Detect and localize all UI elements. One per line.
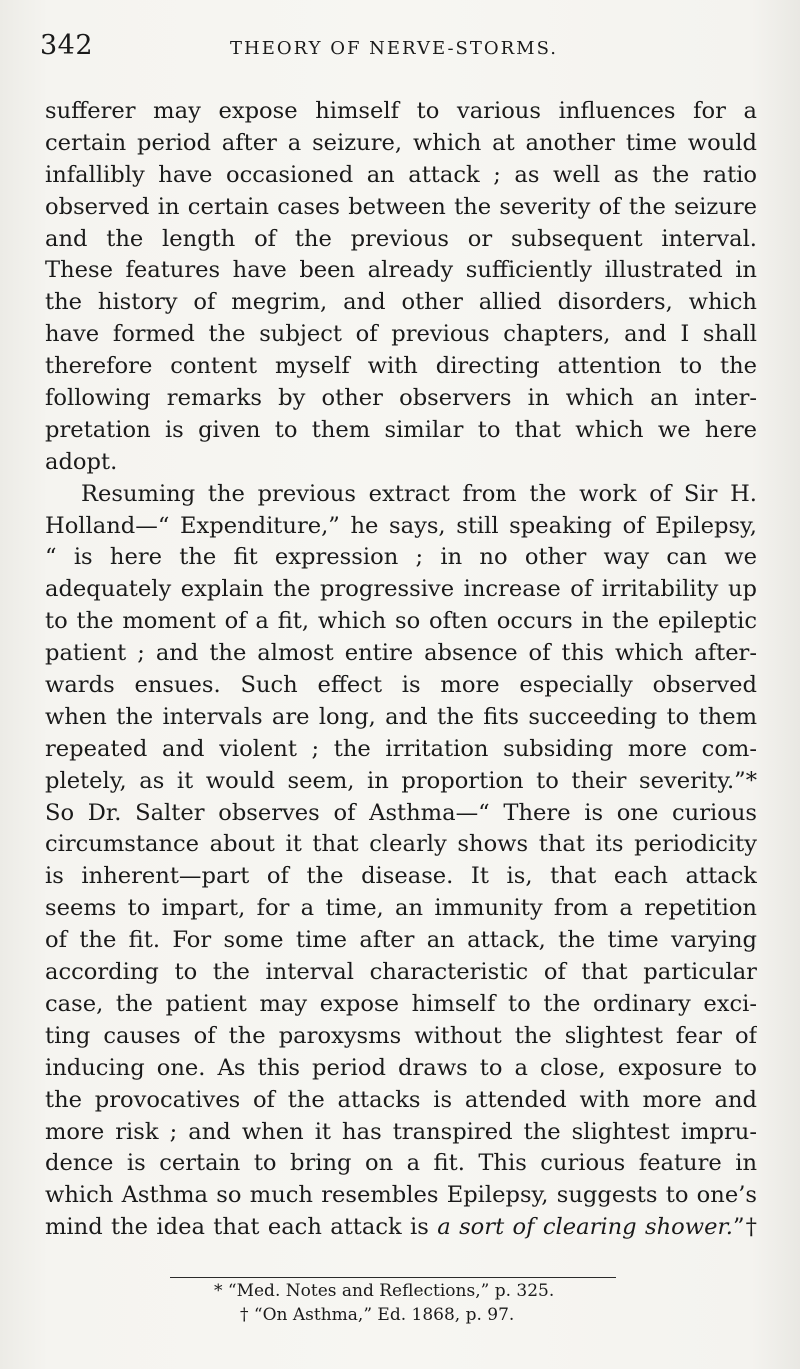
footnote-rule xyxy=(170,1277,616,1278)
text-line: observed in certain cases between the severity of the seizure xyxy=(45,193,757,220)
text-line: the history of megrim, and other allied disorders, which xyxy=(45,289,757,316)
final-text-line xyxy=(45,1212,757,1244)
page-number: 342 xyxy=(40,30,94,61)
text-line: adopt. xyxy=(45,448,118,475)
text-line: following remarks by other observers in which an inter- xyxy=(45,385,757,412)
body-text xyxy=(45,96,757,1244)
text-line: pletely, as it would seem, in proportion to their severity.”* xyxy=(45,767,757,794)
text-line: infallibly have occasioned an attack ; as well as the ratio xyxy=(45,161,757,188)
text-line: therefore content myself with directing attention to the xyxy=(45,353,757,380)
footnote-asterisk: * “Med. Notes and Reflections,” p. 325. xyxy=(214,1281,555,1301)
text-line: Resuming the previous extract from the work of Sir H. xyxy=(81,480,757,507)
text-line: and the length of the previous or subsequent interval. xyxy=(45,225,757,252)
text-line: circumstance about it that clearly shows that its periodicity xyxy=(45,831,757,858)
running-title: THEORY OF NERVE-STORMS. xyxy=(230,38,559,59)
text-line: more risk ; and when it has transpired the slightest impru- xyxy=(45,1118,757,1145)
text-line: have formed the subject of previous chapters, and I shall xyxy=(45,321,757,348)
final-line-suffix: ”† xyxy=(732,1214,757,1241)
text-line: sufferer may expose himself to various influences for a xyxy=(45,98,757,124)
text-line: So Dr. Salter observes of Asthma—“ There is one curious xyxy=(45,799,757,826)
text-line: pretation is given to them similar to that which we here xyxy=(45,416,757,443)
running-head xyxy=(40,30,760,70)
final-line-prefix: mind the idea that each attack is xyxy=(45,1214,438,1241)
text-line: repeated and violent ; the irritation subsiding more com- xyxy=(45,735,757,762)
text-line: “ is here the fit expression ; in no other way can we xyxy=(45,544,757,571)
footnote-dagger: † “On Asthma,” Ed. 1868, p. 97. xyxy=(240,1305,515,1325)
text-line: to the moment of a fit, which so often occurs in the epileptic xyxy=(45,608,757,635)
text-line: dence is certain to bring on a fit. This curious feature in xyxy=(45,1150,757,1177)
text-line: of the fit. For some time after an attack, the time varying xyxy=(45,927,757,954)
text-line: inducing one. As this period draws to a close, exposure to xyxy=(45,1054,757,1081)
text-line: seems to impart, for a time, an immunity from a repetition xyxy=(45,895,757,922)
text-line: case, the patient may expose himself to the ordinary exci- xyxy=(45,990,757,1017)
italic-phrase: a sort of clearing shower. xyxy=(437,1214,733,1241)
text-line: These features have been already sufficiently illustrated in xyxy=(45,257,757,284)
text-line: which Asthma so much resembles Epilepsy, suggests to one’s xyxy=(45,1182,757,1209)
text-line: wards ensues. Such effect is more especially observed xyxy=(45,672,757,699)
text-line: the provocatives of the attacks is attended with more and xyxy=(45,1086,757,1113)
text-line: Holland—“ Expenditure,” he says, still speaking of Epilepsy, xyxy=(45,512,757,539)
text-line: patient ; and the almost entire absence of this which after- xyxy=(45,640,757,667)
text-line: certain period after a seizure, which at another time would xyxy=(45,129,757,156)
text-line: is inherent—part of the disease. It is, that each attack xyxy=(45,863,757,890)
text-line: ting causes of the paroxysms without the slightest fear of xyxy=(45,1022,757,1049)
text-line: when the intervals are long, and the fits succeeding to them xyxy=(45,703,757,730)
text-line: adequately explain the progressive increase of irritability up xyxy=(45,576,757,603)
text-line: according to the interval characteristic of that particular xyxy=(45,959,757,986)
